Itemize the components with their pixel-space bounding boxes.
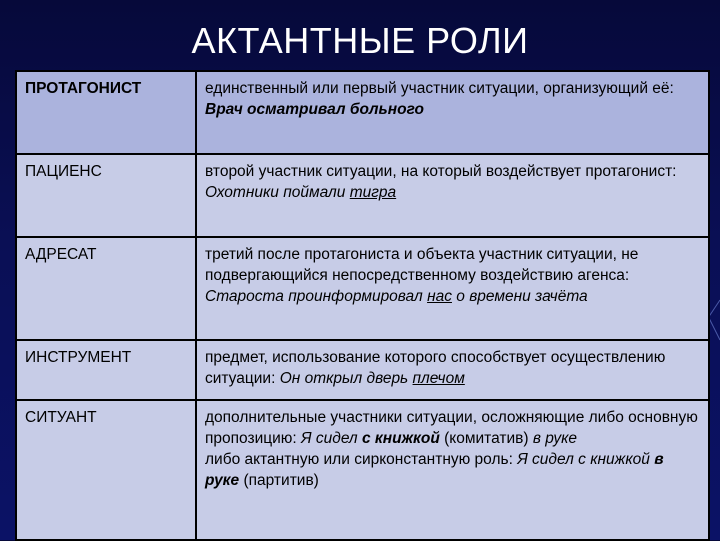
role-term: СИТУАНТ — [16, 400, 196, 540]
example-text: о времени зачёта — [451, 288, 588, 305]
example-text: Охотники поймали — [205, 184, 350, 201]
role-term: ПАЦИЕНС — [16, 154, 196, 237]
role-definition — [196, 237, 709, 340]
role-term: АДРЕСАТ — [16, 237, 196, 340]
role-term: ПРОТАГОНИСТ — [16, 71, 196, 154]
definition-text: предмет, использование которого способствует осуществлению ситуации: — [205, 349, 666, 387]
definition-text: (партитив) — [239, 472, 319, 489]
example-text: Он открыл дверь — [279, 370, 413, 387]
role-definition — [196, 154, 709, 237]
example-text: Я сидел с книжкой — [517, 451, 655, 468]
role-definition — [196, 340, 709, 400]
example-text: Врач осматривал больного — [205, 101, 424, 118]
definition-text: единственный или первый участник ситуации, организующий её: — [205, 80, 674, 97]
example-text: в руке — [532, 430, 578, 447]
example-text: в руке — [205, 451, 664, 489]
definition-text: третий после протагониста и объекта участник ситуации, не подвергающийся непосредственному воздействию агенса: — [205, 246, 639, 284]
definition-text: второй участник ситуации, на который воздействует протагонист: — [205, 163, 677, 180]
example-text: с книжкой — [361, 430, 440, 447]
table-row — [16, 400, 709, 540]
definition-text: либо актантную или сирконстантную роль: — [205, 451, 518, 468]
role-definition — [196, 71, 709, 154]
example-text: тигра — [349, 184, 397, 201]
example-text: нас — [427, 288, 452, 305]
slide-title: АКТАНТНЫЕ РОЛИ — [191, 20, 529, 61]
table-row — [16, 237, 709, 340]
role-definition — [196, 400, 709, 540]
table-row — [16, 71, 709, 154]
roles-table — [15, 70, 710, 541]
table-row — [16, 340, 709, 400]
example-text: Я сидел — [301, 430, 362, 447]
table-row — [16, 154, 709, 237]
example-text: Староста проинформировал — [205, 288, 428, 305]
definition-text: дополнительные участники ситуации, осложняющие либо основную пропозицию: — [205, 409, 698, 447]
role-term: ИНСТРУМЕНТ — [16, 340, 196, 400]
definition-text: (комитатив) — [439, 430, 533, 447]
example-text: плечом — [412, 370, 465, 387]
